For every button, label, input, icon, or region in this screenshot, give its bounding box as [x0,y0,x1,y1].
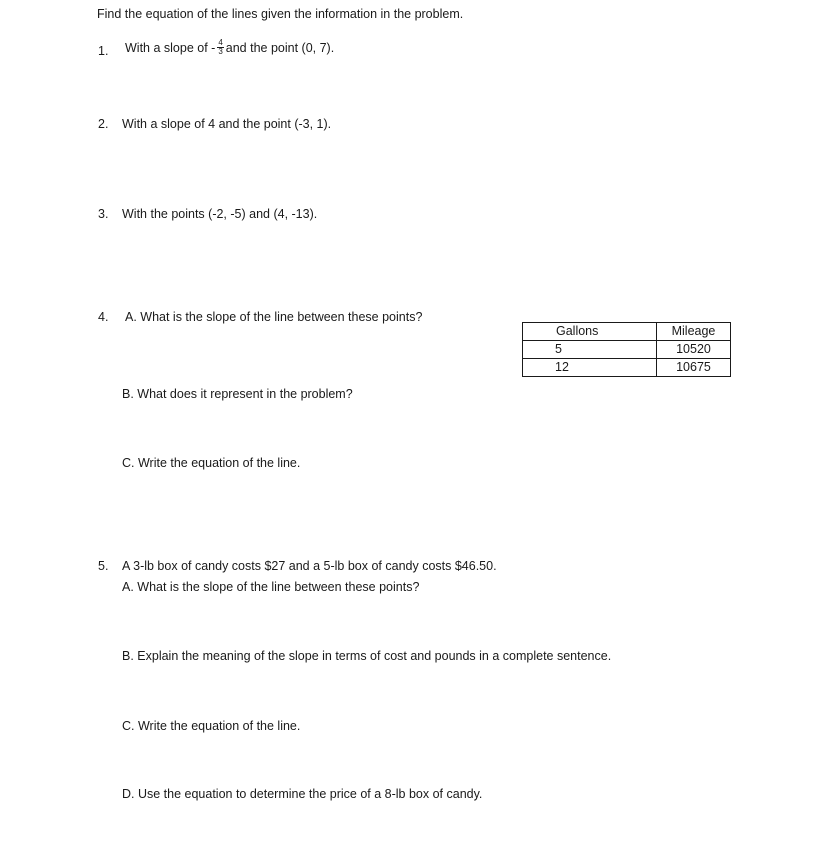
problem-4-part-b: B. What does it represent in the problem? [122,387,353,401]
problem-4-number: 4. [98,310,109,324]
problem-1-text-before: With a slope of - [125,40,216,55]
table-cell-mileage: 10675 [657,359,731,377]
gallons-mileage-table [522,322,731,377]
problem-5-intro: A 3-lb box of candy costs $27 and a 5-lb box of candy costs $46.50. [122,559,497,573]
problem-2-text: With a slope of 4 and the point (-3, 1). [122,117,332,131]
fraction-denominator: 3 [218,47,223,56]
table-header-gallons: Gallons [523,323,657,341]
fraction-numerator: 4 [218,38,223,47]
problem-1-text-after: and the point (0, 7). [225,40,335,55]
problem-3-text: With the points (-2, -5) and (4, -13). [122,207,318,221]
problem-5-part-a: A. What is the slope of the line between these points? [122,580,420,594]
table-cell-mileage: 10520 [657,341,731,359]
slope-fraction [217,39,223,56]
problem-3-number: 3. [98,207,109,221]
problem-5-number: 5. [98,559,109,573]
problem-2-number: 2. [98,117,109,131]
problem-5-part-c: C. Write the equation of the line. [122,719,301,733]
problem-4-part-c: C. Write the equation of the line. [122,456,301,470]
table-row [523,359,731,377]
problem-1-text [125,40,334,57]
problem-4-part-a: A. What is the slope of the line between these points? [125,310,423,324]
table-header-row [523,323,731,341]
table-header-mileage: Mileage [657,323,731,341]
instructions: Find the equation of the lines given the information in the problem. [97,7,464,21]
problem-1-number: 1. [98,44,109,58]
table-cell-gallons: 12 [523,359,657,377]
table-cell-gallons: 5 [523,341,657,359]
problem-5-part-b: B. Explain the meaning of the slope in terms of cost and pounds in a complete sentence. [122,649,612,663]
table-row [523,341,731,359]
problem-5-part-d: D. Use the equation to determine the price of a 8-lb box of candy. [122,787,483,801]
